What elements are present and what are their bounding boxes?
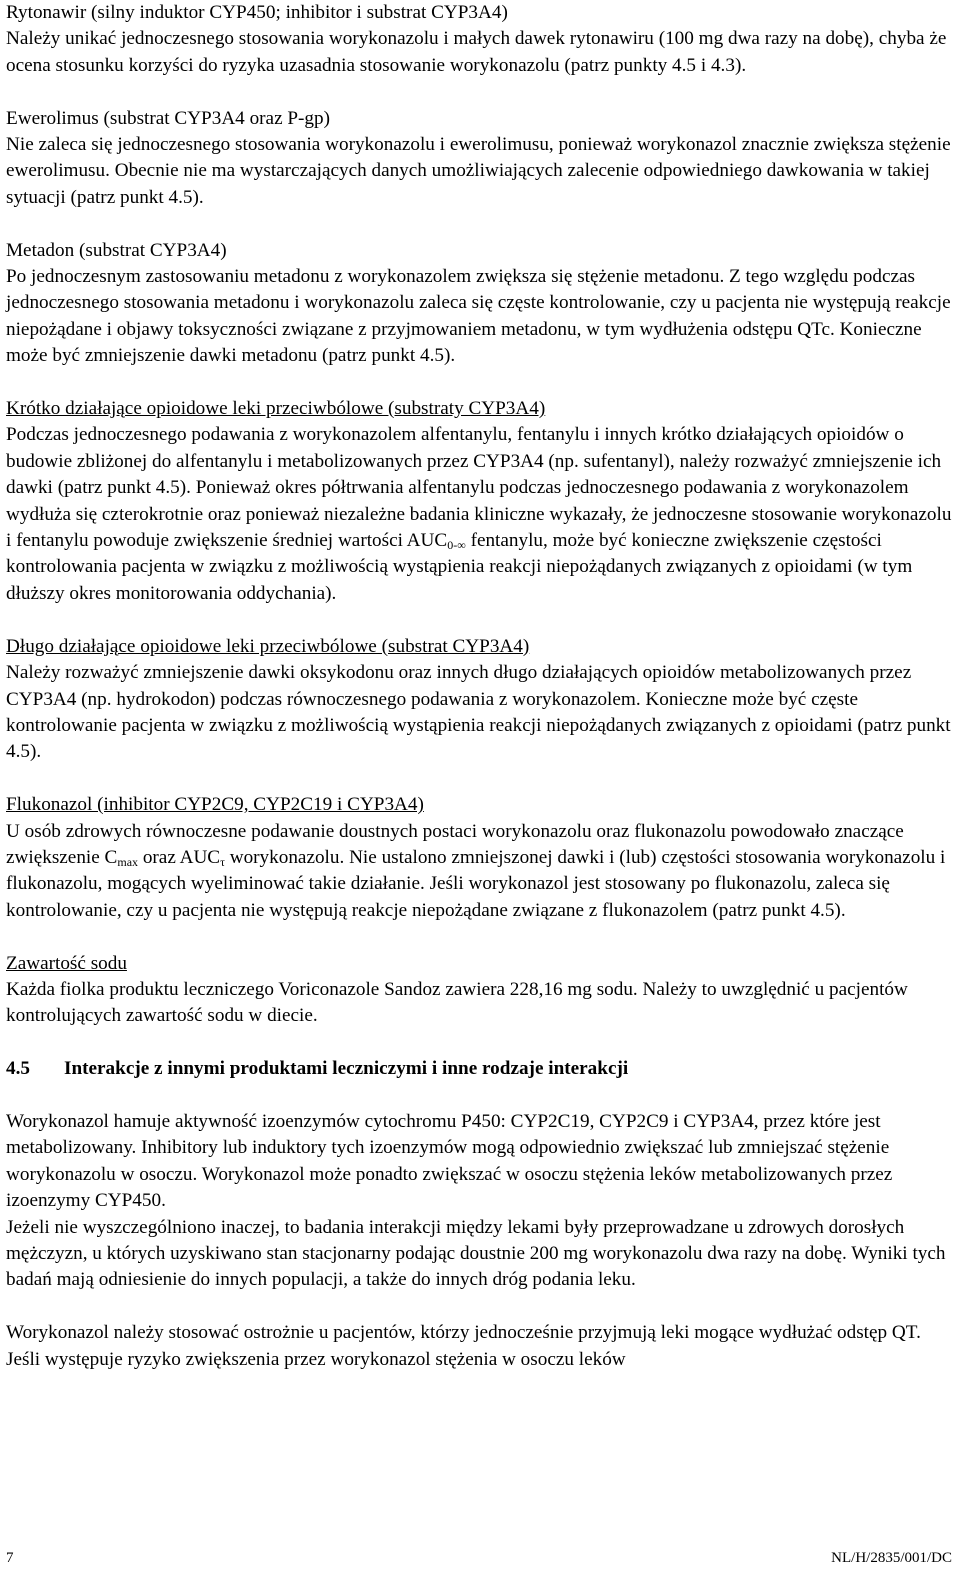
section-rytonawir — [6, 0, 954, 79]
paragraph-1: Worykonazol hamuje aktywność izoenzymów cytochromu P450: CYP2C19, CYP2C9 i CYP3A4, przez które jest metabolizowany. Inhibitory lub induktory tych izoenzymów mogą odpowiednio zwiększać lub zmniejszać stężenie worykonazolu w osoczu. Worykonazol może ponadto zwiększać w osoczu stężenia leków metabolizowanych przez izoenzymy CYP450. — [6, 1110, 893, 1212]
section-title-flukonazol: Flukonazol (inhibitor CYP2C9, CYP2C19 i CYP3A4) — [6, 794, 424, 816]
section-text-sod: Każda fiolka produktu leczniczego Voriconazole Sandoz zawiera 228,16 mg sodu. Należy to uwzględnić u pacjentów kontrolujących zawartość sodu w diecie. — [6, 978, 908, 1027]
document-code: NL/H/2835/001/DC — [831, 1550, 952, 1566]
section-flukonazol — [6, 792, 954, 924]
subscript: τ — [220, 854, 225, 869]
text-part: worykonazolu. Nie ustalono zmniejszonej dawki i (lub) częstości stosowania worykonazolu i flukonazolu, mogących wyeliminować takie działanie. Jeśli worykonazol jest stosowany po flukonazolu, zaleca się kontrolowanie, czy u pacjenta nie występują reakcje niepożądane związane z flukonazolem (patrz punkt 4.5). — [6, 846, 946, 921]
section-text-dlugo: Należy rozważyć zmniejszenie dawki oksykodonu oraz innych długo działających opioidów metabolizowanych przez CYP3A4 (np. hydrokodon) podczas równoczesnego podawania z worykonazolem. Konieczne może być częste kontrolowanie pacjenta w związku z możliwością wystąpienia reakcji niepożądanych związanych z opioidami (patrz punkt 4.5). — [6, 662, 951, 763]
text-part: fentanylu, może być konieczne zwiększenie częstości kontrolowania pacjenta w związku z możliwością wystąpienia reakcji niepożądanych związanych z opioidami (w tym dłuższy okres monitorowania oddychania). — [6, 530, 913, 604]
subscript: 0-∞ — [447, 538, 466, 553]
section-dlugo — [6, 634, 954, 766]
section-title-metadon: Metadon (substrat CYP3A4) — [6, 239, 227, 261]
section-number: 4.5 — [6, 1058, 30, 1080]
paragraph-3: Worykonazol należy stosować ostrożnie u pacjentów, którzy jednocześnie przyjmują leki mogące wydłużać odstęp QT. Jeśli występuje ryzyko zwiększenia przez worykonazol stężenia w osoczu leków — [6, 1322, 921, 1370]
subscript: max — [117, 854, 139, 869]
paragraph-2: Jeżeli nie wyszczególniono inaczej, to badania interakcji między lekami były przeprowadzane u zdrowych dorosłych mężczyzn, u których uzyskiwano stan stacjonarny podając doustnie 200 mg worykonazolu dwa razy na dobę. Wyniki tych badań mają odniesienie do innych populacji, a także do innych dróg podania leku. — [6, 1216, 946, 1291]
section-heading-4-5 — [6, 1056, 954, 1082]
section-text-flukonazol — [6, 819, 954, 925]
section-text-metadon: Po jednoczesnym zastosowaniu metadonu z worykonazolem zwiększa się stężenie metadonu. Z tego względu podczas jednoczesnego stosowania metadonu i worykonazolu zaleca się częste kontrolowanie, czy u pacjenta nie występują reakcje niepożądane i objawy toksyczności związane z przyjmowaniem metadonu, w tym wydłużenia odstępu QTc. Konieczne może być zmniejszenie dawki metadonu (patrz punkt 4.5). — [6, 266, 951, 367]
section-title-rytonawir: Rytonawir (silny induktor CYP450; inhibitor i substrat CYP3A4) — [6, 2, 508, 23]
section-title-ewerolimus: Ewerolimus (substrat CYP3A4 oraz P-gp) — [6, 107, 331, 129]
text-part: oraz AUC — [138, 846, 221, 868]
section-metadon — [6, 238, 954, 370]
section-title-sod: Zawartość sodu — [6, 952, 127, 974]
text-part: Podczas jednoczesnego podawania z worykonazolem alfentanylu, fentanylu i innych krótko działających opioidów o budowie zbliżonej do alfentanylu i metabolizowanych przez CYP3A4 (np. sufentanyl), należy rozważyć zmniejszenie ich dawki (patrz punkt 4.5). Ponieważ okres półtrwania alfentanylu podczas jednoczesnego podawania z worykonazolem wydłuża się czterokrotnie oraz ponieważ niezależne badania kliniczne wykazały, że jednoczesne stosowanie worykonazolu i fentanylu powoduje zwiększenie średniej wartości AUC — [6, 424, 952, 552]
section-text-rytonawir: Należy unikać jednoczesnego stosowania worykonazolu i małych dawek rytonawiru (100 mg dwa razy na dobę), chyba że ocena stosunku korzyści do ryzyka uzasadnia stosowanie worykonazolu (patrz punkty 4.5 i 4.3). — [6, 28, 947, 76]
page-number: 7 — [6, 1550, 14, 1566]
document-page — [6, 0, 954, 1373]
text-part: U osób zdrowych równoczesne podawanie doustnych postaci worykonazolu oraz flukonazolu powodowało znaczące zwiększenie C — [6, 820, 904, 868]
section-title-dlugo: Długo działające opioidowe leki przeciwbólowe (substrat CYP3A4) — [6, 635, 530, 657]
section-text-ewerolimus: Nie zaleca się jednoczesnego stosowania worykonazolu i ewerolimusu, ponieważ worykonazol znacznie zwiększa stężenie ewerolimusu. Obecnie nie ma wystarczających danych umożliwiających zalecenie odpowiedniego dawkowania w takiej sytuacji (patrz punkt 4.5). — [6, 134, 951, 208]
section-krotko — [6, 396, 954, 607]
section-text-krotko — [6, 422, 954, 607]
section-ewerolimus — [6, 106, 954, 212]
section-title-krotko: Krótko działające opioidowe leki przeciwbólowe (substraty CYP3A4) — [6, 398, 546, 420]
section-sod — [6, 951, 954, 1030]
section-heading-title: Interakcje z innymi produktami leczniczymi i inne rodzaje interakcji — [64, 1058, 629, 1080]
